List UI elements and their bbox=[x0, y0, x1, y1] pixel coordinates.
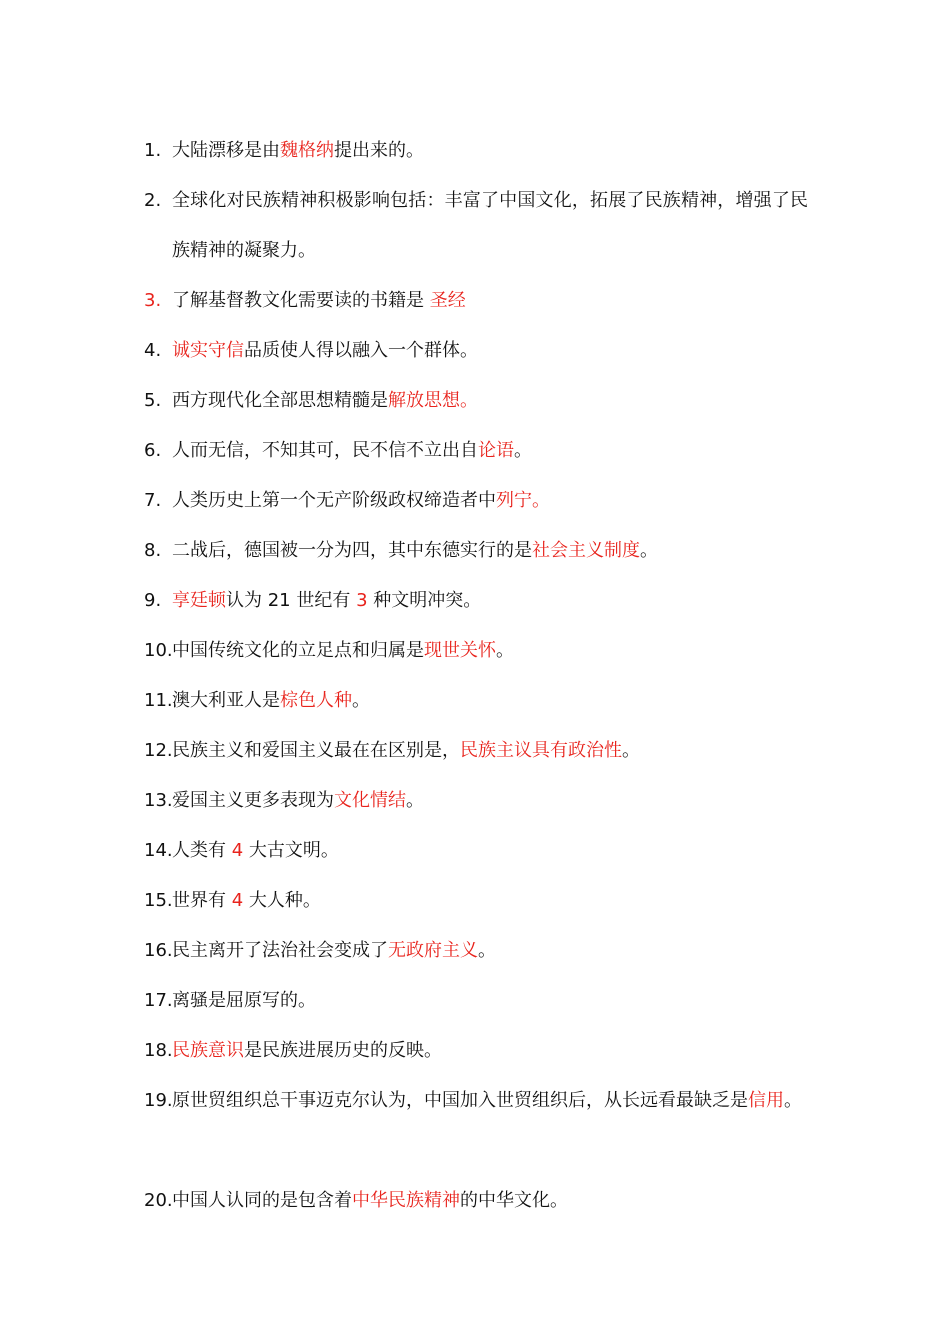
text-segment: 。 bbox=[640, 540, 658, 561]
list-item bbox=[144, 426, 808, 476]
text-segment: 。 bbox=[784, 1090, 802, 1111]
item-number: 1. bbox=[144, 140, 162, 161]
item-number: 2. bbox=[144, 190, 162, 211]
item-number: 13. bbox=[144, 790, 173, 811]
highlighted-answer: 享廷顿 bbox=[172, 590, 226, 611]
list-item bbox=[144, 276, 808, 326]
highlighted-answer: 无政府主义 bbox=[388, 940, 478, 961]
item-text bbox=[172, 176, 808, 276]
item-text bbox=[172, 1076, 808, 1126]
text-segment: 中国传统文化的立足点和归属是 bbox=[172, 640, 424, 661]
text-segment: 品质使人得以融入一个群体。 bbox=[244, 340, 478, 361]
item-number: 8. bbox=[144, 540, 162, 561]
item-text bbox=[172, 990, 316, 1011]
item-number: 6. bbox=[144, 440, 162, 461]
list-item bbox=[144, 1176, 808, 1226]
highlighted-answer: 信用 bbox=[748, 1090, 784, 1111]
highlighted-answer: 棕色人种 bbox=[280, 690, 352, 711]
text-segment: 民族主义和爱国主义最在在区别是， bbox=[172, 740, 460, 761]
highlighted-answer: 中华民族精神 bbox=[352, 1190, 460, 1211]
highlighted-answer: 诚实守信 bbox=[172, 340, 244, 361]
list-item bbox=[144, 676, 808, 726]
text-segment: 中国人认同的是包含着 bbox=[172, 1190, 352, 1211]
highlighted-answer: 民族意识 bbox=[172, 1040, 244, 1061]
list-item bbox=[144, 926, 808, 976]
text-segment: 大陆漂移是由 bbox=[172, 140, 280, 161]
item-text bbox=[172, 490, 550, 511]
text-segment: 全球化对民族精神积极影响包括：丰富了中国文化，拓展了民族精神，增强了民族精神的凝聚力。 bbox=[172, 190, 808, 261]
item-text bbox=[172, 740, 640, 761]
item-text bbox=[172, 640, 514, 661]
item-number: 12. bbox=[144, 740, 173, 761]
list-item bbox=[144, 626, 808, 676]
list-item bbox=[144, 776, 808, 826]
item-number: 14. bbox=[144, 840, 173, 861]
list-item bbox=[144, 576, 808, 626]
text-segment: 二战后，德国被一分为四，其中东德实行的是 bbox=[172, 540, 532, 561]
highlighted-answer: 论语 bbox=[478, 440, 514, 461]
item-text bbox=[172, 790, 424, 811]
item-number: 17. bbox=[144, 990, 173, 1011]
item-number: 10. bbox=[144, 640, 173, 661]
list-item bbox=[144, 476, 808, 526]
highlighted-answer: 社会主义制度 bbox=[532, 540, 640, 561]
item-number: 11. bbox=[144, 690, 173, 711]
highlighted-answer: 民族主议具有政治性 bbox=[460, 740, 622, 761]
text-segment: 澳大利亚人是 bbox=[172, 690, 280, 711]
list-item bbox=[144, 176, 808, 276]
item-text bbox=[172, 940, 496, 961]
item-text bbox=[172, 540, 658, 561]
text-segment: 人类历史上第一个无产阶级政权缔造者中 bbox=[172, 490, 496, 511]
list-item bbox=[144, 826, 808, 876]
text-segment: 离骚是屈原写的。 bbox=[172, 990, 316, 1011]
list-item bbox=[144, 526, 808, 576]
item-number: 16. bbox=[144, 940, 173, 961]
text-segment: 是民族进展历史的反映。 bbox=[244, 1040, 442, 1061]
item-number: 9. bbox=[144, 590, 162, 611]
list-item bbox=[144, 376, 808, 426]
highlighted-answer: 解放思想。 bbox=[388, 390, 478, 411]
highlighted-answer: 魏格纳 bbox=[280, 140, 334, 161]
highlighted-answer: 圣经 bbox=[429, 290, 466, 311]
text-segment: 了解基督教文化需要读的书籍是 bbox=[172, 290, 430, 311]
text-segment: 。 bbox=[478, 940, 496, 961]
list-item bbox=[144, 726, 808, 776]
item-text bbox=[172, 290, 466, 311]
text-segment: 种文明冲突。 bbox=[367, 590, 482, 611]
text-segment: 世界有 bbox=[172, 890, 232, 911]
item-number: 19. bbox=[144, 1090, 173, 1111]
text-segment: 。 bbox=[496, 640, 514, 661]
list-item bbox=[144, 126, 808, 176]
item-text bbox=[172, 390, 478, 411]
list-item bbox=[144, 976, 808, 1026]
text-segment: 人类有 bbox=[172, 840, 232, 861]
text-segment: 原世贸组织总干事迈克尔认为，中国加入世贸组织后，从长远看最缺乏是 bbox=[172, 1090, 748, 1111]
item-number: 5. bbox=[144, 390, 162, 411]
list-item bbox=[144, 1076, 808, 1126]
text-segment: 人而无信，不知其可，民不信不立出自 bbox=[172, 440, 478, 461]
item-text bbox=[172, 440, 532, 461]
highlighted-answer: 列宁。 bbox=[496, 490, 550, 511]
item-text bbox=[172, 840, 339, 861]
text-segment: 民主离开了法治社会变成了 bbox=[172, 940, 388, 961]
text-segment: 爱国主义更多表现为 bbox=[172, 790, 334, 811]
text-segment: 。 bbox=[406, 790, 424, 811]
item-number: 4. bbox=[144, 340, 162, 361]
text-segment: 的中华文化。 bbox=[460, 1190, 568, 1211]
item-text bbox=[172, 340, 478, 361]
item-text bbox=[172, 1190, 568, 1211]
item-text bbox=[172, 1040, 442, 1061]
item-number: 20. bbox=[144, 1190, 173, 1211]
item-text bbox=[172, 690, 370, 711]
text-segment: 。 bbox=[352, 690, 370, 711]
list-item bbox=[144, 876, 808, 926]
item-number: 7. bbox=[144, 490, 162, 511]
text-segment: 。 bbox=[514, 440, 532, 461]
text-segment: 提出来的。 bbox=[334, 140, 424, 161]
item-text bbox=[172, 140, 424, 161]
highlighted-answer: 4 bbox=[231, 840, 244, 861]
item-text bbox=[172, 590, 481, 611]
item-text bbox=[172, 890, 321, 911]
text-segment: 大古文明。 bbox=[243, 840, 339, 861]
text-segment: 认为 21 世纪有 bbox=[226, 590, 357, 611]
item-number: 18. bbox=[144, 1040, 173, 1061]
item-number: 3. bbox=[144, 290, 162, 311]
highlighted-answer: 现世关怀 bbox=[424, 640, 496, 661]
highlighted-answer: 文化情结 bbox=[334, 790, 406, 811]
text-segment: 西方现代化全部思想精髓是 bbox=[172, 390, 388, 411]
highlighted-answer: 4 bbox=[231, 890, 244, 911]
text-segment: 大人种。 bbox=[243, 890, 321, 911]
highlighted-answer: 3 bbox=[356, 590, 368, 611]
list-item bbox=[144, 326, 808, 376]
text-segment: 。 bbox=[622, 740, 640, 761]
item-number: 15. bbox=[144, 890, 173, 911]
list-item bbox=[144, 1026, 808, 1076]
